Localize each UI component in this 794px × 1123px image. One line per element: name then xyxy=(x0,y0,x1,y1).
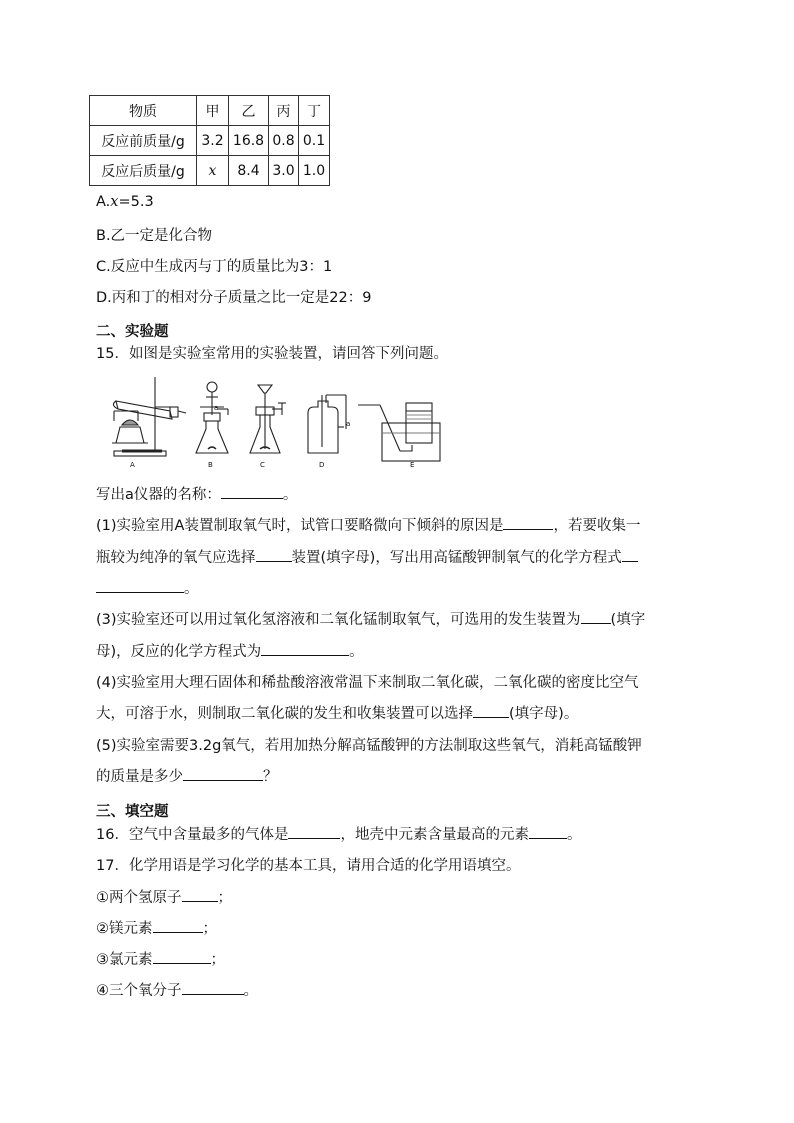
answer-blank[interactable] xyxy=(622,548,638,562)
answer-blank[interactable] xyxy=(153,950,211,964)
q17-item-end: ； xyxy=(202,921,217,937)
table-cell: x xyxy=(197,156,229,186)
question-17-item xyxy=(96,948,225,969)
table-cell: 3.2 xyxy=(197,126,229,156)
part4-text: 大，可溶于水，则制取二氧化碳的发生和收集装置可以选择 xyxy=(96,706,473,722)
part1-text: 瓶较为纯净的氧气应选择 xyxy=(96,550,256,566)
figure-label-d: D xyxy=(319,461,325,469)
answer-blank[interactable] xyxy=(503,516,553,530)
q17-item-end: ； xyxy=(210,952,225,968)
table-header-cell: 乙 xyxy=(229,96,269,126)
answer-blank[interactable] xyxy=(581,610,611,624)
question-15-part3-line2 xyxy=(96,640,364,661)
answer-blank[interactable] xyxy=(261,642,349,656)
option-b: B.乙一定是化合物 xyxy=(96,228,213,244)
question-15-part1-line2 xyxy=(96,546,638,567)
table-cell: 3.0 xyxy=(269,156,299,186)
mass-table xyxy=(89,95,330,186)
option-d: D.丙和丁的相对分子质量之比一定是22：9 xyxy=(96,290,372,306)
apparatus-figure xyxy=(100,375,445,470)
apparatus-b xyxy=(196,382,228,453)
question-17-item xyxy=(96,917,217,938)
q16-text: ，地壳中元素含量最高的元素 xyxy=(340,827,529,843)
table-cell: 8.4 xyxy=(229,156,269,186)
table-cell: 0.8 xyxy=(269,126,299,156)
question-15-part5-line1: (5)实验室需要3.2g氧气，若用加热分解高锰酸钾的方法制取这些氧气，消耗高锰酸钾 xyxy=(96,738,642,754)
table-header-cell: 物质 xyxy=(90,96,197,126)
part3-text: (3)实验室还可以用过氧化氢溶液和二氧化锰制取氧气，可选用的发生装置为 xyxy=(96,612,581,628)
answer-blank[interactable] xyxy=(182,888,218,902)
option-a xyxy=(96,194,154,210)
part5-text: 的质量是多少 xyxy=(96,769,183,785)
part1-text: 装置(填字母)，写出用高锰酸钾制氧气的化学方程式 xyxy=(291,550,622,566)
part3-end: 。 xyxy=(349,644,364,660)
answer-blank[interactable] xyxy=(473,704,509,718)
section-heading: 三、填空题 xyxy=(96,804,169,820)
q17-item-end: 。 xyxy=(243,983,258,999)
part1-end: 。 xyxy=(184,581,199,597)
part3-text: 母)，反应的化学方程式为 xyxy=(96,644,262,660)
answer-blank[interactable] xyxy=(529,825,567,839)
apparatus-c xyxy=(250,385,286,453)
option-c: C.反应中生成丙与丁的质量比为3：1 xyxy=(96,259,333,275)
answer-blank[interactable] xyxy=(182,981,244,995)
table-header-cell: 丁 xyxy=(299,96,330,126)
question-15-ask-a xyxy=(96,483,297,504)
figure-label-e: E xyxy=(410,461,415,469)
answer-blank[interactable] xyxy=(221,485,283,499)
apparatus-e xyxy=(358,403,440,461)
answer-blank[interactable] xyxy=(96,579,184,593)
answer-blank[interactable] xyxy=(153,919,203,933)
table-cell: 反应前质量/g xyxy=(90,126,197,156)
part3-text: (填字 xyxy=(610,612,646,628)
section-heading: 二、实验题 xyxy=(96,324,169,340)
figure-mark: a xyxy=(346,420,351,428)
option-a-rest: =5.3 xyxy=(118,194,154,210)
table-cell: 0.1 xyxy=(299,126,330,156)
apparatus-d xyxy=(308,395,346,453)
q17-item-end: ； xyxy=(217,890,232,906)
q16-text: 16．空气中含量最多的气体是 xyxy=(96,827,289,843)
part5-end: ？ xyxy=(263,769,278,785)
table-cell: 反应后质量/g xyxy=(90,156,197,186)
table-header-cell: 丙 xyxy=(269,96,299,126)
table-header-row xyxy=(90,96,330,126)
q17-item-text: ③氯元素 xyxy=(96,952,153,968)
figure-label-c: C xyxy=(260,461,265,469)
question-17-stem: 17．化学用语是学习化学的基本工具，请用合适的化学用语填空。 xyxy=(96,858,521,874)
question-15-part4-line2 xyxy=(96,702,578,723)
table-row xyxy=(90,156,330,186)
table-cell: 16.8 xyxy=(229,126,269,156)
q17-item-text: ①两个氢原子 xyxy=(96,890,182,906)
question-15-stem: 15．如图是实验室常用的实验装置，请回答下列问题。 xyxy=(96,346,448,362)
question-15-part5-line2 xyxy=(96,765,278,786)
figure-label-b: B xyxy=(208,461,213,469)
option-a-var: x xyxy=(110,194,119,210)
figure-mark: a xyxy=(214,404,219,412)
part1-text: (1)实验室用A装置制取氧气时，试管口要略微向下倾斜的原因是 xyxy=(96,518,504,534)
q17-item-text: ②镁元素 xyxy=(96,921,153,937)
table-cell: 1.0 xyxy=(299,156,330,186)
question-17-item xyxy=(96,886,232,907)
apparatus-a xyxy=(112,377,186,456)
part4-text: (填字母)。 xyxy=(509,706,579,722)
question-16 xyxy=(96,823,581,844)
answer-blank[interactable] xyxy=(183,767,263,781)
q17-item-text: ④三个氧分子 xyxy=(96,983,182,999)
answer-blank[interactable] xyxy=(256,548,292,562)
ask-a-end: 。 xyxy=(282,487,298,503)
question-15-part4-line1: (4)实验室用大理石固体和稀盐酸溶液常温下来制取二氧化碳，二氧化碳的密度比空气 xyxy=(96,675,639,691)
question-15-part3-line1 xyxy=(96,608,645,629)
table-header-cell: 甲 xyxy=(197,96,229,126)
question-17-item xyxy=(96,979,258,1000)
table-row xyxy=(90,126,330,156)
answer-blank[interactable] xyxy=(288,825,340,839)
ask-a-text: 写出a仪器的名称： xyxy=(96,487,221,503)
option-a-prefix: A. xyxy=(96,194,111,210)
part1-text: ，若要收集一 xyxy=(553,518,641,534)
figure-label-a: A xyxy=(130,461,135,469)
question-15-part1-line1 xyxy=(96,514,640,535)
q16-end: 。 xyxy=(566,827,582,843)
question-15-part1-line3 xyxy=(96,577,199,598)
